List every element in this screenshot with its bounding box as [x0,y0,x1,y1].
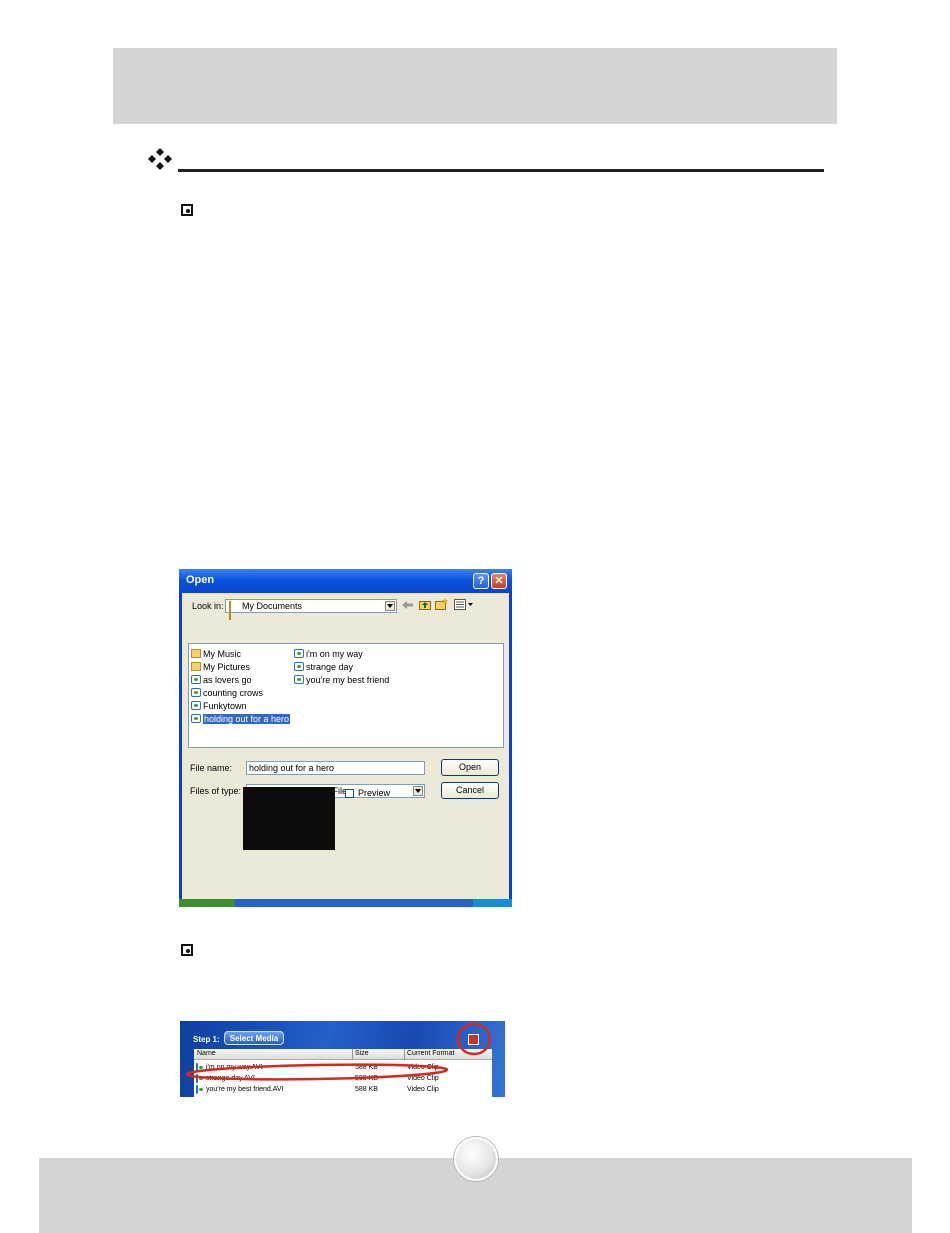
list-item[interactable]: you're my best friend [294,673,444,686]
page-number-badge [454,1137,498,1181]
list-item[interactable]: My Pictures [191,660,291,673]
dialog-title: Open [186,574,215,586]
column-header[interactable]: Current Format [407,1050,455,1057]
files-of-type-value: Files [332,786,352,796]
file-list-column-2 [294,647,444,686]
file-list[interactable] [188,643,504,748]
folder-icon [191,649,201,658]
folder-icon [229,601,231,620]
look-in-value: My Documents [242,601,303,611]
list-item-selected[interactable]: holding out for a hero [191,712,291,725]
section-rule [178,169,824,172]
look-in-label: Look in: [192,601,224,611]
folder-icon [191,662,201,671]
list-item[interactable]: Funkytown [191,699,291,712]
media-file-icon [294,675,304,684]
preview-label: Preview [358,788,391,798]
preview-checkbox[interactable] [345,789,354,798]
page-header-band [113,48,837,124]
chevron-down-icon [413,786,423,796]
media-file-icon [294,649,304,658]
close-button[interactable]: ✕ [491,573,507,589]
file-name-input[interactable]: holding out for a hero [246,761,425,775]
annotation-circle [458,1024,490,1054]
dialog-title-bar [179,569,512,593]
new-folder-icon[interactable] [435,598,448,610]
up-folder-icon[interactable] [419,599,431,610]
annotation-ellipse [187,1063,447,1082]
table-row[interactable]: strange day.AVI 588 KB Video Clip [194,1074,492,1085]
media-file-icon [191,688,201,697]
back-arrow-icon[interactable] [402,600,414,610]
media-file-icon [191,701,201,710]
file-list-column-1 [191,647,291,725]
column-header[interactable]: Size [355,1050,369,1057]
preview-pane [243,787,335,850]
column-header[interactable]: Name [197,1050,216,1057]
list-item[interactable]: as lovers go [191,673,291,686]
table-row[interactable]: you're my best friend.AVI 588 KB Video Clip [194,1085,492,1096]
look-in-dropdown[interactable] [225,599,397,613]
bullet-icon [181,204,193,216]
media-file-icon [191,714,201,723]
list-item[interactable]: My Music [191,647,291,660]
step-label: Step 1: [193,1035,220,1044]
open-dialog-screenshot [179,569,512,907]
section-diamond-icon [146,147,174,171]
start-button[interactable] [179,899,235,907]
media-file-icon [294,662,304,671]
files-of-type-label: Files of type: [190,786,242,796]
annotation-overlay [180,1021,505,1097]
view-menu-icon[interactable] [454,599,474,610]
cancel-button[interactable]: Cancel [441,782,499,799]
select-media-button[interactable]: Select Media [224,1031,284,1045]
list-item[interactable]: strange day [294,660,444,673]
open-button[interactable]: Open [441,759,499,776]
select-media-screenshot [180,1021,505,1097]
bullet-icon [181,944,193,956]
file-name-label: File name: [190,763,233,773]
list-item[interactable]: i'm on my way [294,647,444,660]
chevron-down-icon [385,601,395,611]
media-file-icon [191,675,201,684]
help-button[interactable]: ? [473,573,489,589]
system-tray [473,899,512,907]
table-row[interactable]: i'm on my way.AVI 588 KB Video Clip [194,1063,492,1074]
dialog-body [182,593,509,899]
list-item[interactable]: counting crows [191,686,291,699]
